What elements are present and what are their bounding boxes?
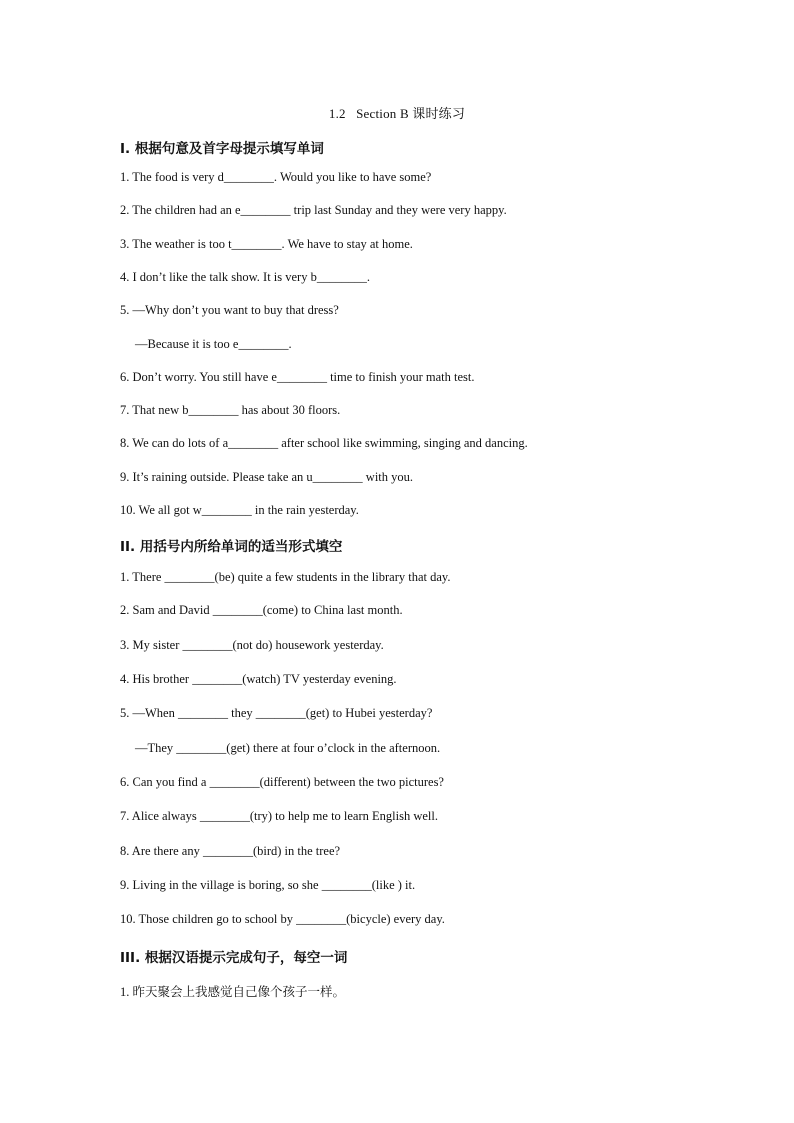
section-2-item-8: 8. Are there any ________(bird) in the tree? [120,844,341,858]
section-1-item-4: 4. I don’t like the talk show. It is very b________. [120,270,370,284]
section-1-item-2: 2. The children had an e________ trip last Sunday and they were very happy. [120,203,507,217]
section-2-item-9: 9. Living in the village is boring, so she ________(like ) it. [120,878,416,892]
document-title: 1.2 Section B 课时练习 [328,106,466,121]
section-2-item-5: 5. —When ________ they ________(get) to Hubei yesterday? [120,706,433,720]
section-2-item-2: 2. Sam and David ________(come) to China last month. [120,603,403,617]
section-1-item-6: 6. Don’t worry. You still have e________ time to finish your math test. [120,370,475,384]
section-2-item-6: 6. Can you find a ________(different) between the two pictures? [120,775,444,789]
section-2-item-10: 10. Those children go to school by ________(bicycle) every day. [120,912,445,926]
section-2-item-7: 7. Alice always ________(try) to help me to learn English well. [120,809,438,823]
section-1-item-8: 8. We can do lots of a________ after school like swimming, singing and dancing. [120,436,528,450]
section-3-item-1: 1. 昨天聚会上我感觉自己像个孩子一样。 [120,985,346,999]
section-2-item-1: 1. There ________(be) quite a few students in the library that day. [120,570,451,584]
section-1-item-9: 9. It’s raining outside. Please take an u________ with you. [120,470,414,484]
section-3-heading: III. 根据汉语提示完成句子，每空一词 [120,950,348,966]
section-1-item-1: 1. The food is very d________. Would you like to have some? [120,170,432,184]
section-1-item-3: 3. The weather is too t________. We have to stay at home. [120,237,413,251]
section-1-item-10: 10. We all got w________ in the rain yesterday. [120,503,359,517]
section-1-item-5-answer: —Because it is too e________. [135,337,292,351]
section-1-item-7: 7. That new b________ has about 30 floors. [120,403,341,417]
section-2-item-5-answer: —They ________(get) there at four o’clock in the afternoon. [135,741,441,755]
section-2-heading: II. 用括号内所给单词的适当形式填空 [120,539,343,555]
section-1-item-5: 5. —Why don’t you want to buy that dress? [120,303,339,317]
section-2-item-4: 4. His brother ________(watch) TV yesterday evening. [120,672,397,686]
section-2-item-3: 3. My sister ________(not do) housework yesterday. [120,638,384,652]
section-1-heading: I. 根据句意及首字母提示填写单词 [120,141,324,157]
